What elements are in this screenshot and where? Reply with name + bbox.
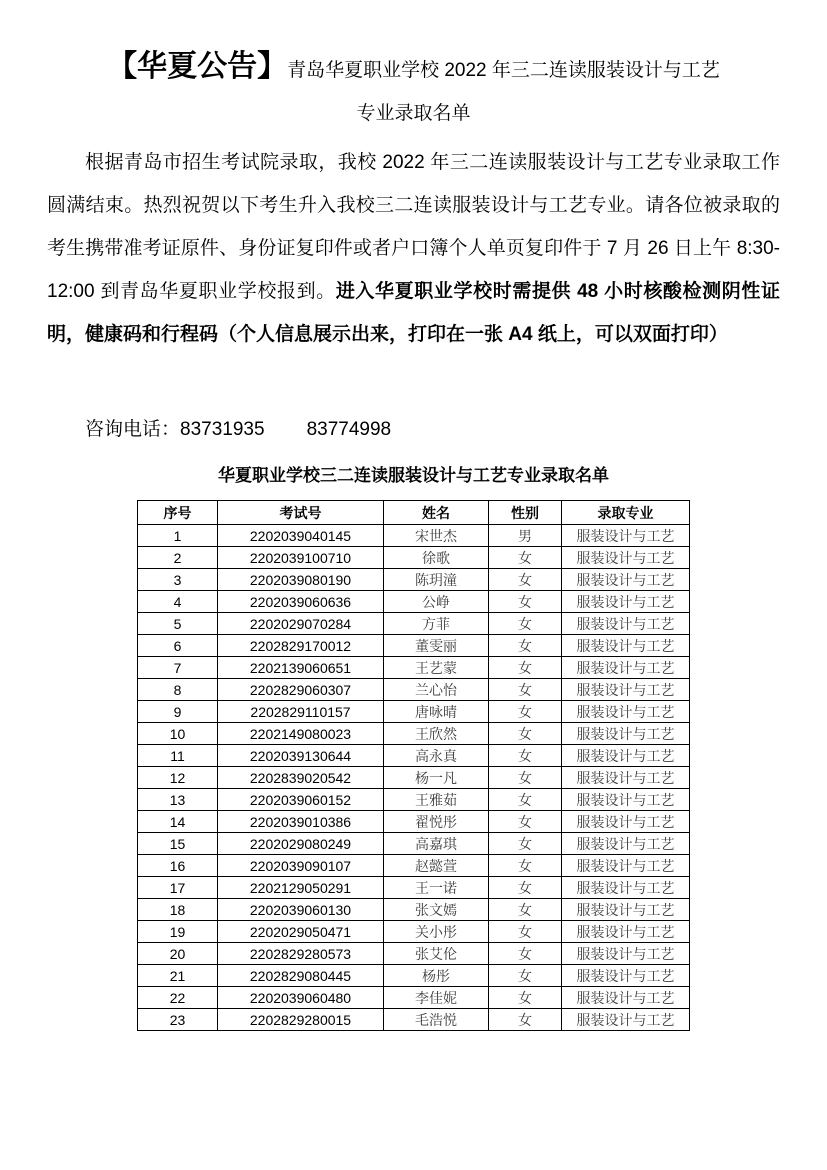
cell-major: 服装设计与工艺 xyxy=(562,899,690,921)
cell-gender: 女 xyxy=(489,745,562,767)
cell-exam-number: 2202039040145 xyxy=(218,525,384,547)
admission-table xyxy=(137,500,690,1031)
table-row xyxy=(138,679,690,701)
cell-name: 赵懿萱 xyxy=(384,855,489,877)
cell-gender: 女 xyxy=(489,679,562,701)
cell-name: 王艺蒙 xyxy=(384,657,489,679)
announcement-bold-text: 进入华夏职业学校时需提供 48 小时核酸检测阴性证明，健康码和行程码（个人信息展示出来，打印在一张 A4 纸上，可以双面打印） xyxy=(47,281,780,345)
cell-no: 15 xyxy=(138,833,218,855)
cell-major: 服装设计与工艺 xyxy=(562,965,690,987)
table-row xyxy=(138,745,690,767)
cell-major: 服装设计与工艺 xyxy=(562,987,690,1009)
cell-exam-number: 2202139060651 xyxy=(218,657,384,679)
notice-tag: 【华夏公告】 xyxy=(107,50,288,83)
cell-major: 服装设计与工艺 xyxy=(562,525,690,547)
cell-major: 服装设计与工艺 xyxy=(562,767,690,789)
cell-name: 方菲 xyxy=(384,613,489,635)
cell-exam-number: 2202829280573 xyxy=(218,943,384,965)
cell-name: 王欣然 xyxy=(384,723,489,745)
phone-line xyxy=(47,416,780,444)
cell-exam-number: 2202829170012 xyxy=(218,635,384,657)
cell-name: 王一诺 xyxy=(384,877,489,899)
cell-exam-number: 2202039010386 xyxy=(218,811,384,833)
cell-name: 兰心怡 xyxy=(384,679,489,701)
column-header-no: 序号 xyxy=(138,501,218,525)
cell-no: 20 xyxy=(138,943,218,965)
cell-gender: 女 xyxy=(489,833,562,855)
cell-no: 12 xyxy=(138,767,218,789)
table-row xyxy=(138,569,690,591)
cell-gender: 女 xyxy=(489,547,562,569)
column-header-sex: 性别 xyxy=(489,501,562,525)
table-row xyxy=(138,723,690,745)
cell-gender: 女 xyxy=(489,811,562,833)
cell-major: 服装设计与工艺 xyxy=(562,569,690,591)
cell-name: 李佳妮 xyxy=(384,987,489,1009)
table-row xyxy=(138,943,690,965)
cell-name: 陈玥潼 xyxy=(384,569,489,591)
cell-exam-number: 2202039130644 xyxy=(218,745,384,767)
cell-no: 22 xyxy=(138,987,218,1009)
table-row xyxy=(138,811,690,833)
cell-major: 服装设计与工艺 xyxy=(562,547,690,569)
cell-major: 服装设计与工艺 xyxy=(562,723,690,745)
table-header-row xyxy=(138,501,690,525)
column-header-name: 姓名 xyxy=(384,501,489,525)
cell-name: 王雅茹 xyxy=(384,789,489,811)
cell-major: 服装设计与工艺 xyxy=(562,833,690,855)
phone-number-1: 83731935 xyxy=(180,419,265,440)
cell-gender: 女 xyxy=(489,701,562,723)
cell-no: 4 xyxy=(138,591,218,613)
cell-gender: 女 xyxy=(489,723,562,745)
table-row xyxy=(138,525,690,547)
phone-label: 咨询电话： xyxy=(85,419,181,440)
cell-no: 16 xyxy=(138,855,218,877)
table-body xyxy=(138,525,690,1031)
cell-gender: 男 xyxy=(489,525,562,547)
table-row xyxy=(138,1009,690,1031)
cell-major: 服装设计与工艺 xyxy=(562,855,690,877)
cell-exam-number: 2202839020542 xyxy=(218,767,384,789)
table-row xyxy=(138,987,690,1009)
cell-no: 18 xyxy=(138,899,218,921)
cell-no: 6 xyxy=(138,635,218,657)
cell-major: 服装设计与工艺 xyxy=(562,591,690,613)
table-row xyxy=(138,899,690,921)
cell-exam-number: 2202829110157 xyxy=(218,701,384,723)
cell-name: 杨彤 xyxy=(384,965,489,987)
table-row xyxy=(138,877,690,899)
table-row xyxy=(138,965,690,987)
cell-major: 服装设计与工艺 xyxy=(562,613,690,635)
phone-number-2: 83774998 xyxy=(306,419,392,440)
cell-exam-number: 2202039060130 xyxy=(218,899,384,921)
cell-exam-number: 2202039060152 xyxy=(218,789,384,811)
cell-no: 2 xyxy=(138,547,218,569)
table-row xyxy=(138,921,690,943)
cell-major: 服装设计与工艺 xyxy=(562,745,690,767)
table-row xyxy=(138,613,690,635)
cell-no: 5 xyxy=(138,613,218,635)
cell-no: 9 xyxy=(138,701,218,723)
cell-name: 毛浩悦 xyxy=(384,1009,489,1031)
cell-exam-number: 2202029070284 xyxy=(218,613,384,635)
cell-exam-number: 2202029050471 xyxy=(218,921,384,943)
announcement-text: 根据青岛市招生考试院录取，我校 2022 年三二连读服装设计与工艺专业录取工作圆满结束。热烈祝贺以下考生升入我校三二连读服装设计与工艺专业。请各位被录取的考生携带准考证原件、身份证复印件或者户口簿个人单页复印件于 7 月 26 日上午 8:30-12:00 到青岛华夏职业学校报到。 xyxy=(47,152,780,302)
cell-gender: 女 xyxy=(489,1009,562,1031)
cell-no: 10 xyxy=(138,723,218,745)
cell-no: 3 xyxy=(138,569,218,591)
cell-gender: 女 xyxy=(489,855,562,877)
cell-name: 唐咏晴 xyxy=(384,701,489,723)
cell-gender: 女 xyxy=(489,943,562,965)
cell-name: 高永真 xyxy=(384,745,489,767)
cell-name: 杨一凡 xyxy=(384,767,489,789)
cell-gender: 女 xyxy=(489,569,562,591)
cell-major: 服装设计与工艺 xyxy=(562,657,690,679)
table-row xyxy=(138,701,690,723)
page-title xyxy=(47,44,780,94)
table-title: 华夏职业学校三二连读服装设计与工艺专业录取名单 xyxy=(218,466,609,485)
cell-no: 7 xyxy=(138,657,218,679)
cell-exam-number: 2202039080190 xyxy=(218,569,384,591)
cell-major: 服装设计与工艺 xyxy=(562,811,690,833)
cell-gender: 女 xyxy=(489,635,562,657)
cell-exam-number: 2202829060307 xyxy=(218,679,384,701)
page-title-line2: 专业录取名单 xyxy=(356,103,471,124)
cell-name: 公峥 xyxy=(384,591,489,613)
column-header-exam: 考试号 xyxy=(218,501,384,525)
cell-exam-number: 2202039060636 xyxy=(218,591,384,613)
cell-gender: 女 xyxy=(489,921,562,943)
table-row xyxy=(138,591,690,613)
table-row xyxy=(138,547,690,569)
cell-exam-number: 2202829280015 xyxy=(218,1009,384,1031)
cell-name: 张艾伦 xyxy=(384,943,489,965)
table-row xyxy=(138,767,690,789)
cell-major: 服装设计与工艺 xyxy=(562,877,690,899)
cell-gender: 女 xyxy=(489,789,562,811)
cell-name: 宋世杰 xyxy=(384,525,489,547)
cell-gender: 女 xyxy=(489,877,562,899)
table-row xyxy=(138,789,690,811)
cell-major: 服装设计与工艺 xyxy=(562,943,690,965)
cell-no: 13 xyxy=(138,789,218,811)
page-title-text: 青岛华夏职业学校 2022 年三二连读服装设计与工艺 xyxy=(287,60,720,81)
cell-name: 翟悦彤 xyxy=(384,811,489,833)
cell-name: 董雯丽 xyxy=(384,635,489,657)
cell-major: 服装设计与工艺 xyxy=(562,1009,690,1031)
cell-no: 11 xyxy=(138,745,218,767)
cell-no: 21 xyxy=(138,965,218,987)
table-row xyxy=(138,635,690,657)
cell-name: 高嘉琪 xyxy=(384,833,489,855)
cell-gender: 女 xyxy=(489,767,562,789)
cell-exam-number: 2202039090107 xyxy=(218,855,384,877)
cell-no: 14 xyxy=(138,811,218,833)
cell-gender: 女 xyxy=(489,657,562,679)
cell-gender: 女 xyxy=(489,591,562,613)
cell-exam-number: 2202039060480 xyxy=(218,987,384,1009)
cell-gender: 女 xyxy=(489,965,562,987)
cell-major: 服装设计与工艺 xyxy=(562,679,690,701)
table-row xyxy=(138,657,690,679)
cell-no: 23 xyxy=(138,1009,218,1031)
cell-gender: 女 xyxy=(489,987,562,1009)
table-row xyxy=(138,833,690,855)
cell-name: 徐歌 xyxy=(384,547,489,569)
cell-major: 服装设计与工艺 xyxy=(562,635,690,657)
cell-gender: 女 xyxy=(489,899,562,921)
cell-gender: 女 xyxy=(489,613,562,635)
cell-name: 关小彤 xyxy=(384,921,489,943)
cell-exam-number: 2202039100710 xyxy=(218,547,384,569)
column-header-major: 录取专业 xyxy=(562,501,690,525)
cell-no: 8 xyxy=(138,679,218,701)
cell-major: 服装设计与工艺 xyxy=(562,921,690,943)
announcement-paragraph xyxy=(47,141,780,356)
cell-no: 17 xyxy=(138,877,218,899)
cell-name: 张文嫣 xyxy=(384,899,489,921)
cell-exam-number: 2202149080023 xyxy=(218,723,384,745)
table-row xyxy=(138,855,690,877)
cell-exam-number: 2202829080445 xyxy=(218,965,384,987)
cell-major: 服装设计与工艺 xyxy=(562,701,690,723)
cell-no: 19 xyxy=(138,921,218,943)
cell-exam-number: 2202029080249 xyxy=(218,833,384,855)
cell-no: 1 xyxy=(138,525,218,547)
cell-major: 服装设计与工艺 xyxy=(562,789,690,811)
cell-exam-number: 2202129050291 xyxy=(218,877,384,899)
